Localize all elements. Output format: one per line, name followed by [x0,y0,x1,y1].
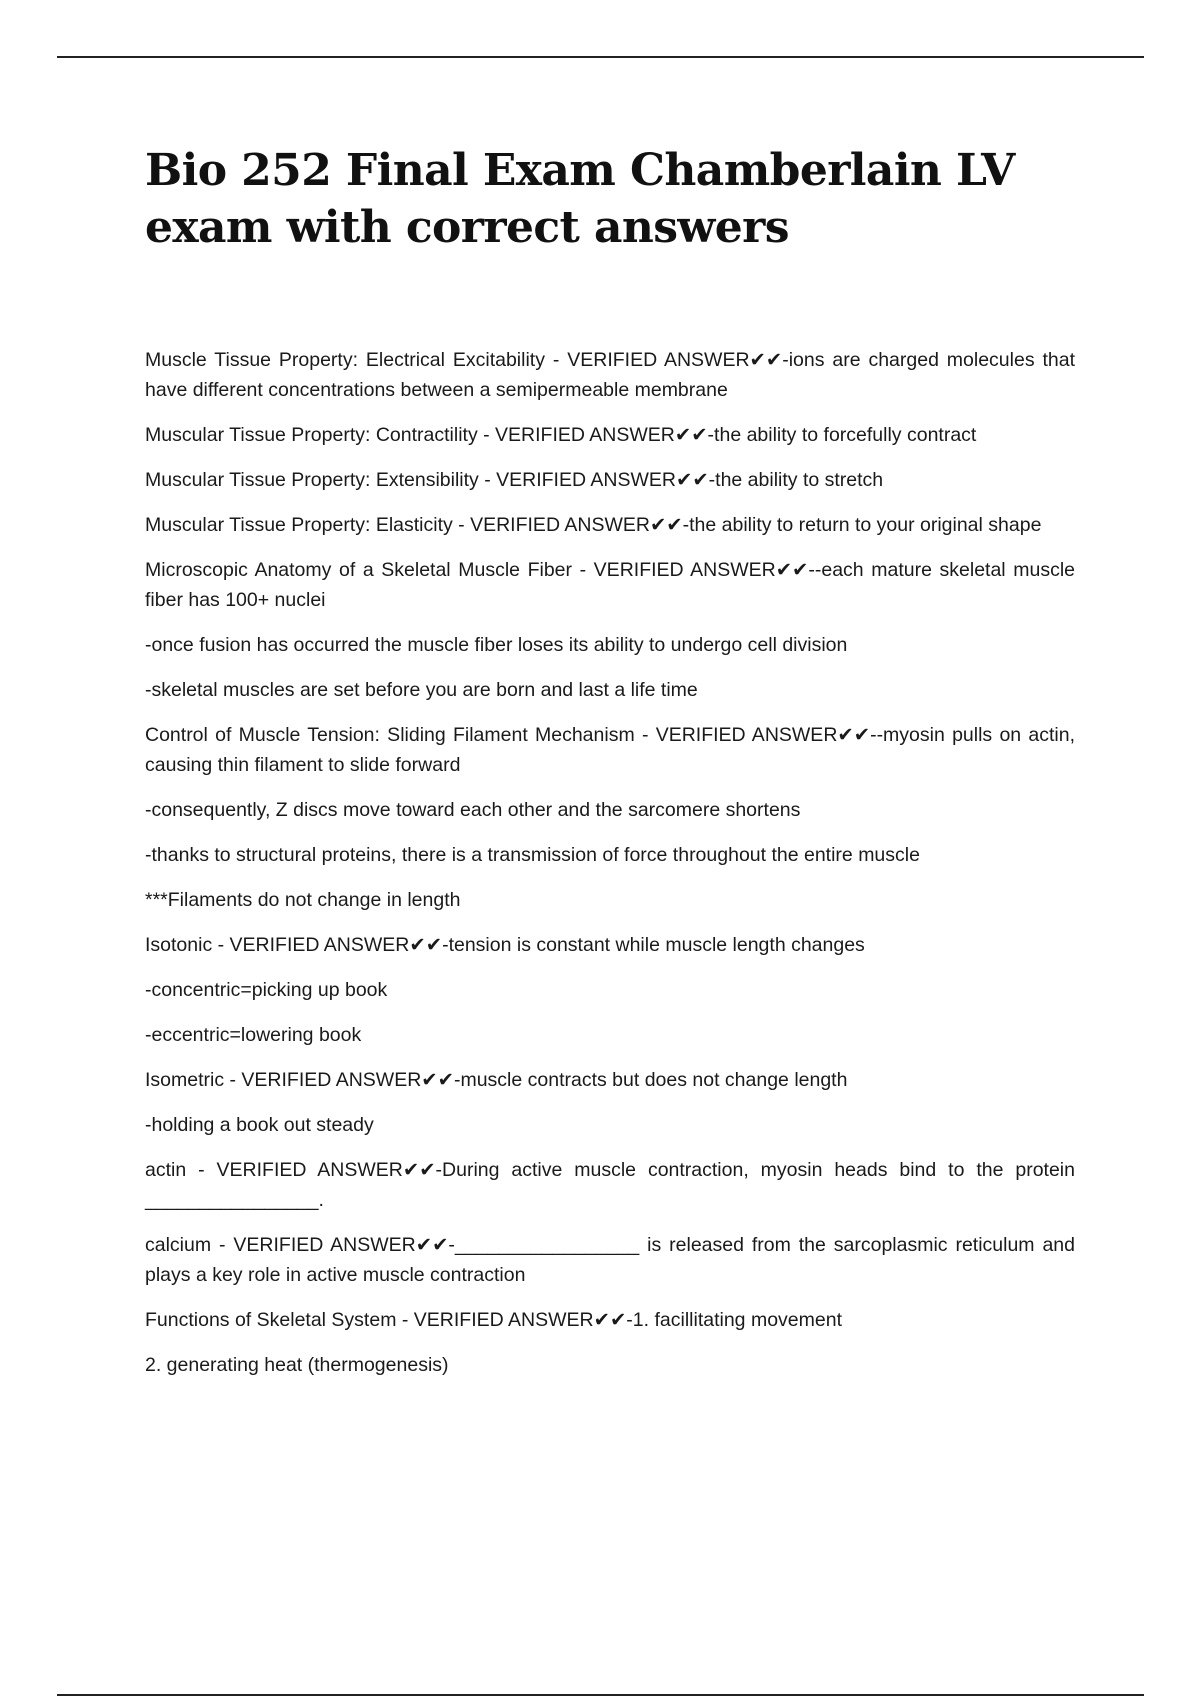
paragraph: Control of Muscle Tension: Sliding Filament Mechanism - VERIFIED ANSWER✔✔--myosin pulls on actin, causing thin filament to slide forward [145,724,1075,776]
document-body [145,345,1075,1395]
paragraph: -holding a book out steady [145,1114,374,1136]
paragraph: Isotonic - VERIFIED ANSWER✔✔-tension is constant while muscle length changes [145,934,865,956]
paragraph: calcium - VERIFIED ANSWER✔✔-_________________ is released from the sarcoplasmic reticulum and plays a key role in active muscle contraction [145,1234,1075,1286]
paragraph: -concentric=picking up book [145,979,388,1001]
paragraph: Muscle Tissue Property: Electrical Excitability - VERIFIED ANSWER✔✔-ions are charged molecules that have different concentrations between a semipermeable membrane [145,349,1075,401]
paragraph: Isometric - VERIFIED ANSWER✔✔-muscle contracts but does not change length [145,1069,848,1091]
paragraph: -eccentric=lowering book [145,1024,362,1046]
paragraph: -once fusion has occurred the muscle fiber loses its ability to undergo cell division [145,634,848,656]
top-rule [57,56,1144,58]
paragraph: Functions of Skeletal System - VERIFIED ANSWER✔✔-1. facillitating movement [145,1309,842,1331]
paragraph: -skeletal muscles are set before you are born and last a life time [145,679,698,701]
paragraph: -thanks to structural proteins, there is a transmission of force throughout the entire muscle [145,844,920,866]
paragraph: actin - VERIFIED ANSWER✔✔-During active muscle contraction, myosin heads bind to the protein ________________. [145,1159,1075,1211]
paragraph: ***Filaments do not change in length [145,889,461,911]
document-title: Bio 252 Final Exam Chamberlain LV exam with correct answers [145,145,1015,253]
paragraph: 2. generating heat (thermogenesis) [145,1354,449,1376]
paragraph: Muscular Tissue Property: Elasticity - VERIFIED ANSWER✔✔-the ability to return to your original shape [145,514,1042,536]
paragraph: Muscular Tissue Property: Extensibility - VERIFIED ANSWER✔✔-the ability to stretch [145,469,884,491]
bottom-rule [57,1694,1144,1696]
paragraph: Muscular Tissue Property: Contractility - VERIFIED ANSWER✔✔-the ability to forcefully contract [145,424,977,446]
paragraph: -consequently, Z discs move toward each other and the sarcomere shortens [145,799,801,821]
paragraph: Microscopic Anatomy of a Skeletal Muscle Fiber - VERIFIED ANSWER✔✔--each mature skeletal muscle fiber has 100+ nuclei [145,559,1075,611]
